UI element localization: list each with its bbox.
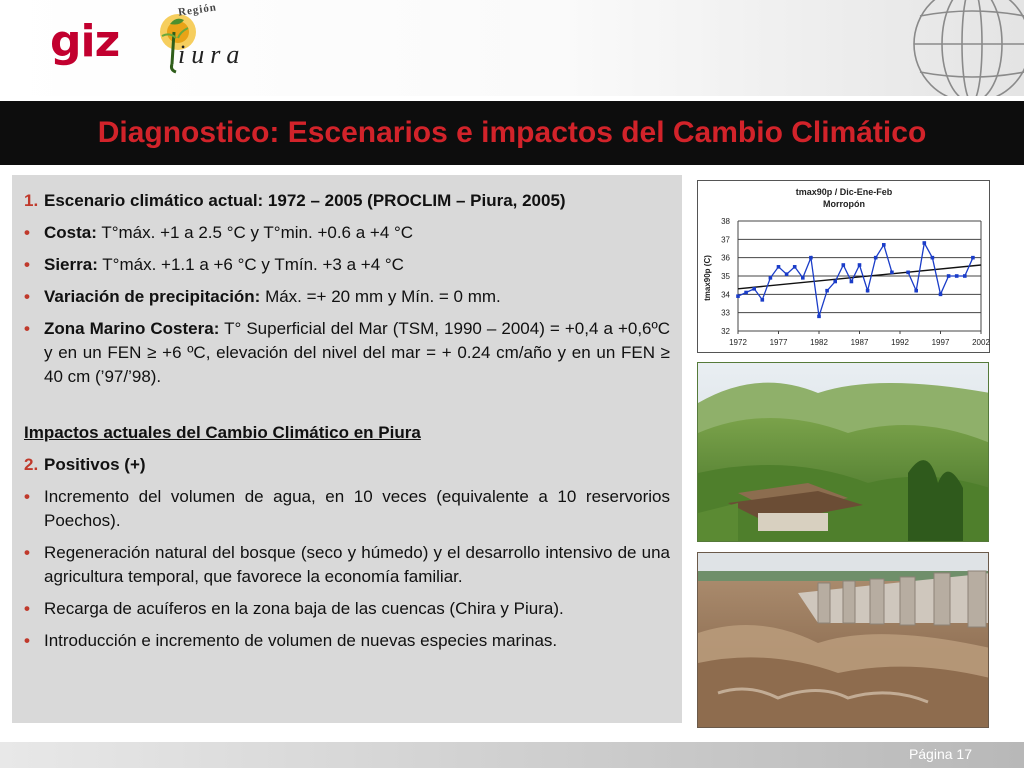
- tmax-chart-svg: [698, 181, 991, 354]
- y-tick-label: 32: [721, 327, 730, 336]
- x-tick-label: 1992: [891, 338, 909, 347]
- x-tick-label: 1977: [769, 338, 788, 347]
- list-item: [24, 221, 670, 245]
- region-top-label: Región: [177, 1, 218, 19]
- flood-dam-photo: [697, 552, 989, 728]
- data-point: [793, 265, 797, 269]
- data-point: [858, 263, 862, 267]
- slide-title: Diagnostico: Escenarios e impactos del Cambio Climático: [97, 116, 927, 149]
- bullet-label: Variación de precipitación:: [44, 287, 261, 306]
- region-name-label: iura: [178, 40, 246, 69]
- bullet-text: Recarga de acuíferos en la zona baja de las cuencas (Chira y Piura).: [44, 599, 564, 618]
- data-point: [890, 271, 894, 275]
- data-point: [801, 276, 805, 280]
- x-tick-label: 1987: [850, 338, 869, 347]
- bullet-icon: •: [24, 319, 30, 338]
- x-tick-label: 1997: [931, 338, 950, 347]
- chart-subtitle: Morropón: [823, 199, 865, 209]
- data-point: [947, 274, 951, 278]
- bullet-icon: •: [24, 599, 30, 618]
- footer-bar: [0, 742, 1024, 768]
- section-2-heading: [24, 453, 670, 477]
- header-bar: [0, 0, 1024, 96]
- bullet-icon: •: [24, 255, 30, 274]
- list-item: [24, 629, 670, 653]
- page-number: Página 17: [908, 746, 972, 762]
- y-tick-label: 36: [721, 253, 730, 263]
- chart-title: tmax90p / Dic-Ene-Feb: [795, 187, 893, 197]
- data-point: [769, 276, 773, 280]
- data-point: [736, 294, 740, 298]
- data-point: [817, 315, 821, 319]
- y-tick-label: 37: [721, 235, 730, 245]
- bullet-text: Regeneración natural del bosque (seco y húmedo) y el desarrollo intensivo de una agricultura temporal, que favorece la economía familiar.: [44, 543, 670, 586]
- data-point: [971, 256, 975, 260]
- bullet-text: Incremento del volumen de agua, en 10 veces (equivalente a 10 reservorios Poechos).: [44, 487, 670, 530]
- bullet-label: Costa:: [44, 223, 97, 242]
- data-point: [809, 256, 813, 260]
- bullet-icon: •: [24, 631, 30, 650]
- data-point: [785, 272, 789, 276]
- list-item: [24, 541, 670, 589]
- section-1-text: Escenario climático actual: 1972 – 2005 (PROCLIM – Piura, 2005): [44, 191, 566, 210]
- section-1-number: 1.: [24, 191, 39, 210]
- y-tick-label: 33: [721, 308, 730, 318]
- y-tick-label: 35: [721, 272, 730, 281]
- title-bar: [0, 101, 1024, 165]
- data-point: [923, 241, 927, 245]
- chart-ylabel: tmax90p (C): [703, 255, 712, 301]
- list-item: [24, 317, 670, 389]
- bullet-text: T°máx. +1.1 a +6 °C y Tmín. +3 a +4 °C: [97, 255, 404, 274]
- data-point: [833, 280, 837, 284]
- data-point: [906, 271, 910, 275]
- data-point: [850, 280, 854, 284]
- bullet-text: T° Superficial del Mar (TSM, 1990 – 2004) = +0,4 a +0,6ºC y en un FEN ≥ +6 ºC, elevación del nivel del mar = + 0.24 cm/año y en un FEN ≥ 40 cm (’97/’98).: [44, 319, 670, 386]
- data-point: [761, 298, 765, 302]
- x-tick-label: 2002: [972, 338, 990, 347]
- y-tick-label: 34: [721, 290, 730, 300]
- data-point: [914, 289, 918, 293]
- data-point: [866, 289, 870, 293]
- data-point: [882, 243, 886, 247]
- x-tick-label: 1972: [729, 338, 747, 347]
- data-point: [744, 291, 748, 295]
- tmax-chart: [697, 180, 990, 353]
- section-2-text: Positivos (+): [44, 455, 146, 474]
- data-point: [842, 263, 846, 267]
- list-item: [24, 253, 670, 277]
- data-point: [939, 293, 943, 297]
- content-panel: [12, 175, 682, 723]
- data-point: [752, 287, 756, 291]
- data-point: [825, 289, 829, 293]
- x-tick-label: 1982: [810, 338, 828, 347]
- section-1-heading: [24, 189, 670, 213]
- impacts-heading: Impactos actuales del Cambio Climático en Piura: [24, 423, 421, 442]
- data-point: [955, 274, 959, 278]
- landscape-photo: [697, 362, 989, 542]
- green-valley-image: [698, 363, 989, 542]
- list-item: [24, 485, 670, 533]
- list-item: [24, 285, 670, 309]
- bullet-text: Introducción e incremento de volumen de nuevas especies marinas.: [44, 631, 558, 650]
- data-point: [777, 265, 781, 269]
- bullet-icon: •: [24, 543, 30, 562]
- section-2-number: 2.: [24, 455, 39, 474]
- list-item: [24, 597, 670, 621]
- bullet-label: Sierra:: [44, 255, 98, 274]
- data-point: [963, 274, 967, 278]
- bullet-label: Zona Marino Costera:: [44, 319, 220, 338]
- bullet-icon: •: [24, 223, 30, 242]
- region-piura-logo: [148, 2, 258, 82]
- giz-logo: giz: [50, 16, 120, 67]
- y-tick-label: 38: [721, 217, 730, 226]
- data-point: [931, 256, 935, 260]
- bullet-icon: •: [24, 487, 30, 506]
- globe-icon: [890, 0, 1024, 96]
- bullet-icon: •: [24, 287, 30, 306]
- data-point: [874, 256, 878, 260]
- series-line: [738, 243, 973, 316]
- spacer: [24, 397, 670, 421]
- flooded-dam-image: [698, 553, 989, 728]
- bullet-text: Máx. =+ 20 mm y Mín. = 0 mm.: [260, 287, 501, 306]
- bullet-text: T°máx. +1 a 2.5 °C y T°min. +0.6 a +4 °C: [96, 223, 414, 242]
